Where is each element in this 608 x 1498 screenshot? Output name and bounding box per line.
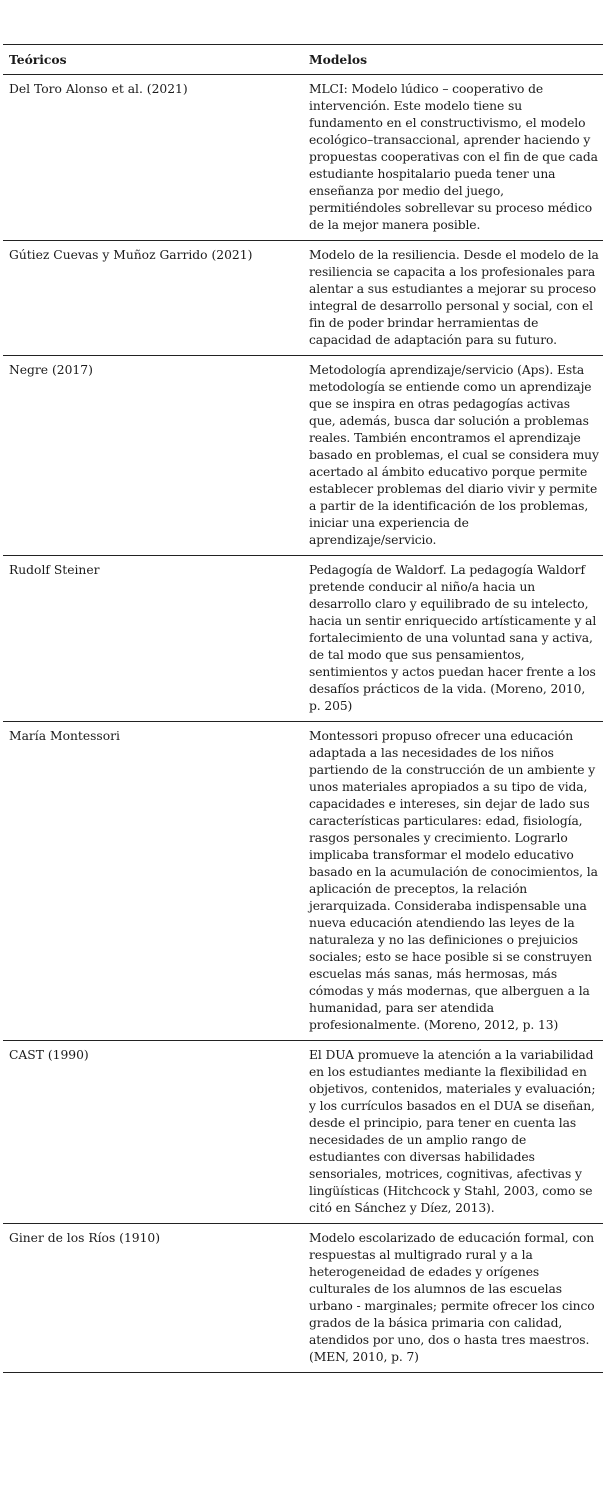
theorists-models-table xyxy=(3,44,603,1373)
model-cell: Montessori propuso ofrecer una educación adaptada a las necesidades de los niños partiendo de la construcción de un ambiente y unos materiales apropiados a su tipo de vida, capacidades e intereses, sin dejar de lado sus características particulares: edad, fisiología, rasgos personales y crecimiento. Lograrlo implicaba transformar el modelo educativo basado en la acumulación de conocimientos, la aplicación de preceptos, la relación jerarquizada. Consideraba indispensable una nueva educación atendiendo las leyes de la naturaleza y no las definiciones o prejuicios sociales; esto se hace posible si se construyen escuelas más sanas, más hermosas, más cómodas y más modernas, que alberguen a la humanidad, para ser atendida profesionalmente. (Moreno, 2012, p. 13) xyxy=(303,722,603,1041)
table-body xyxy=(3,75,603,1373)
model-cell: Modelo de la resiliencia. Desde el modelo de la resiliencia se capacita a los profesionales para alentar a sus estudiantes a mejorar su proceso integral de desarrollo personal y social, con el fin de poder brindar herramientas de capacidad de adaptación para su futuro. xyxy=(303,241,603,356)
theorist-cell: Negre (2017) xyxy=(3,356,303,556)
model-cell: El DUA promueve la atención a la variabilidad en los estudiantes mediante la flexibilidad en objetivos, contenidos, materiales y evaluación; y los currículos basados en el DUA se diseñan, desde el principio, para tener en cuenta las necesidades de un amplio rango de estudiantes con diversas habilidades sensoriales, motrices, cognitivas, afectivas y lingüísticas (Hitchcock y Stahl, 2003, como se citó en Sánchez y Díez, 2013). xyxy=(303,1041,603,1224)
header-row xyxy=(3,45,603,75)
header-theorists: Teóricos xyxy=(3,45,303,75)
table-row xyxy=(3,356,603,556)
header-models: Modelos xyxy=(303,45,603,75)
theorists-models-table-container xyxy=(3,44,603,1373)
theorist-cell: Giner de los Ríos (1910) xyxy=(3,1224,303,1373)
table-row xyxy=(3,722,603,1041)
model-cell: MLCI: Modelo lúdico – cooperativo de intervención. Este modelo tiene su fundamento en el constructivismo, el modelo ecológico–transaccional, aprender haciendo y propuestas cooperativas con el fin de que cada estudiante hospitalario pueda tener una enseñanza por medio del juego, permitiéndoles sobrellevar su proceso médico de la mejor manera posible. xyxy=(303,75,603,241)
model-cell: Pedagogía de Waldorf. La pedagogía Waldorf pretende conducir al niño/a hacia un desarrollo claro y equilibrado de su intelecto, hacia un sentir enriquecido artísticamente y al fortalecimiento de una voluntad sana y activa, de tal modo que sus pensamientos, sentimientos y actos puedan hacer frente a los desafíos prácticos de la vida. (Moreno, 2010, p. 205) xyxy=(303,556,603,722)
table-row xyxy=(3,556,603,722)
theorist-cell: CAST (1990) xyxy=(3,1041,303,1224)
table-row xyxy=(3,1224,603,1373)
theorist-cell: Gútiez Cuevas y Muñoz Garrido (2021) xyxy=(3,241,303,356)
model-cell: Metodología aprendizaje/servicio (Aps). Esta metodología se entiende como un aprendizaje que se inspira en otras pedagogías activas que, además, busca dar solución a problemas reales. También encontramos el aprendizaje basado en problemas, el cual se considera muy acertado al ámbito educativo porque permite establecer problemas del diario vivir y permite a partir de la identificación de los problemas, iniciar una experiencia de aprendizaje/servicio. xyxy=(303,356,603,556)
model-cell: Modelo escolarizado de educación formal, con respuestas al multigrado rural y a la heterogeneidad de edades y orígenes culturales de los alumnos de las escuelas urbano - marginales; permite ofrecer los cinco grados de la básica primaria con calidad, atendidos por uno, dos o hasta tres maestros. (MEN, 2010, p. 7) xyxy=(303,1224,603,1373)
table-row xyxy=(3,241,603,356)
table-row xyxy=(3,1041,603,1224)
table-header xyxy=(3,45,603,75)
table-row xyxy=(3,75,603,241)
theorist-cell: María Montessori xyxy=(3,722,303,1041)
theorist-cell: Rudolf Steiner xyxy=(3,556,303,722)
theorist-cell: Del Toro Alonso et al. (2021) xyxy=(3,75,303,241)
